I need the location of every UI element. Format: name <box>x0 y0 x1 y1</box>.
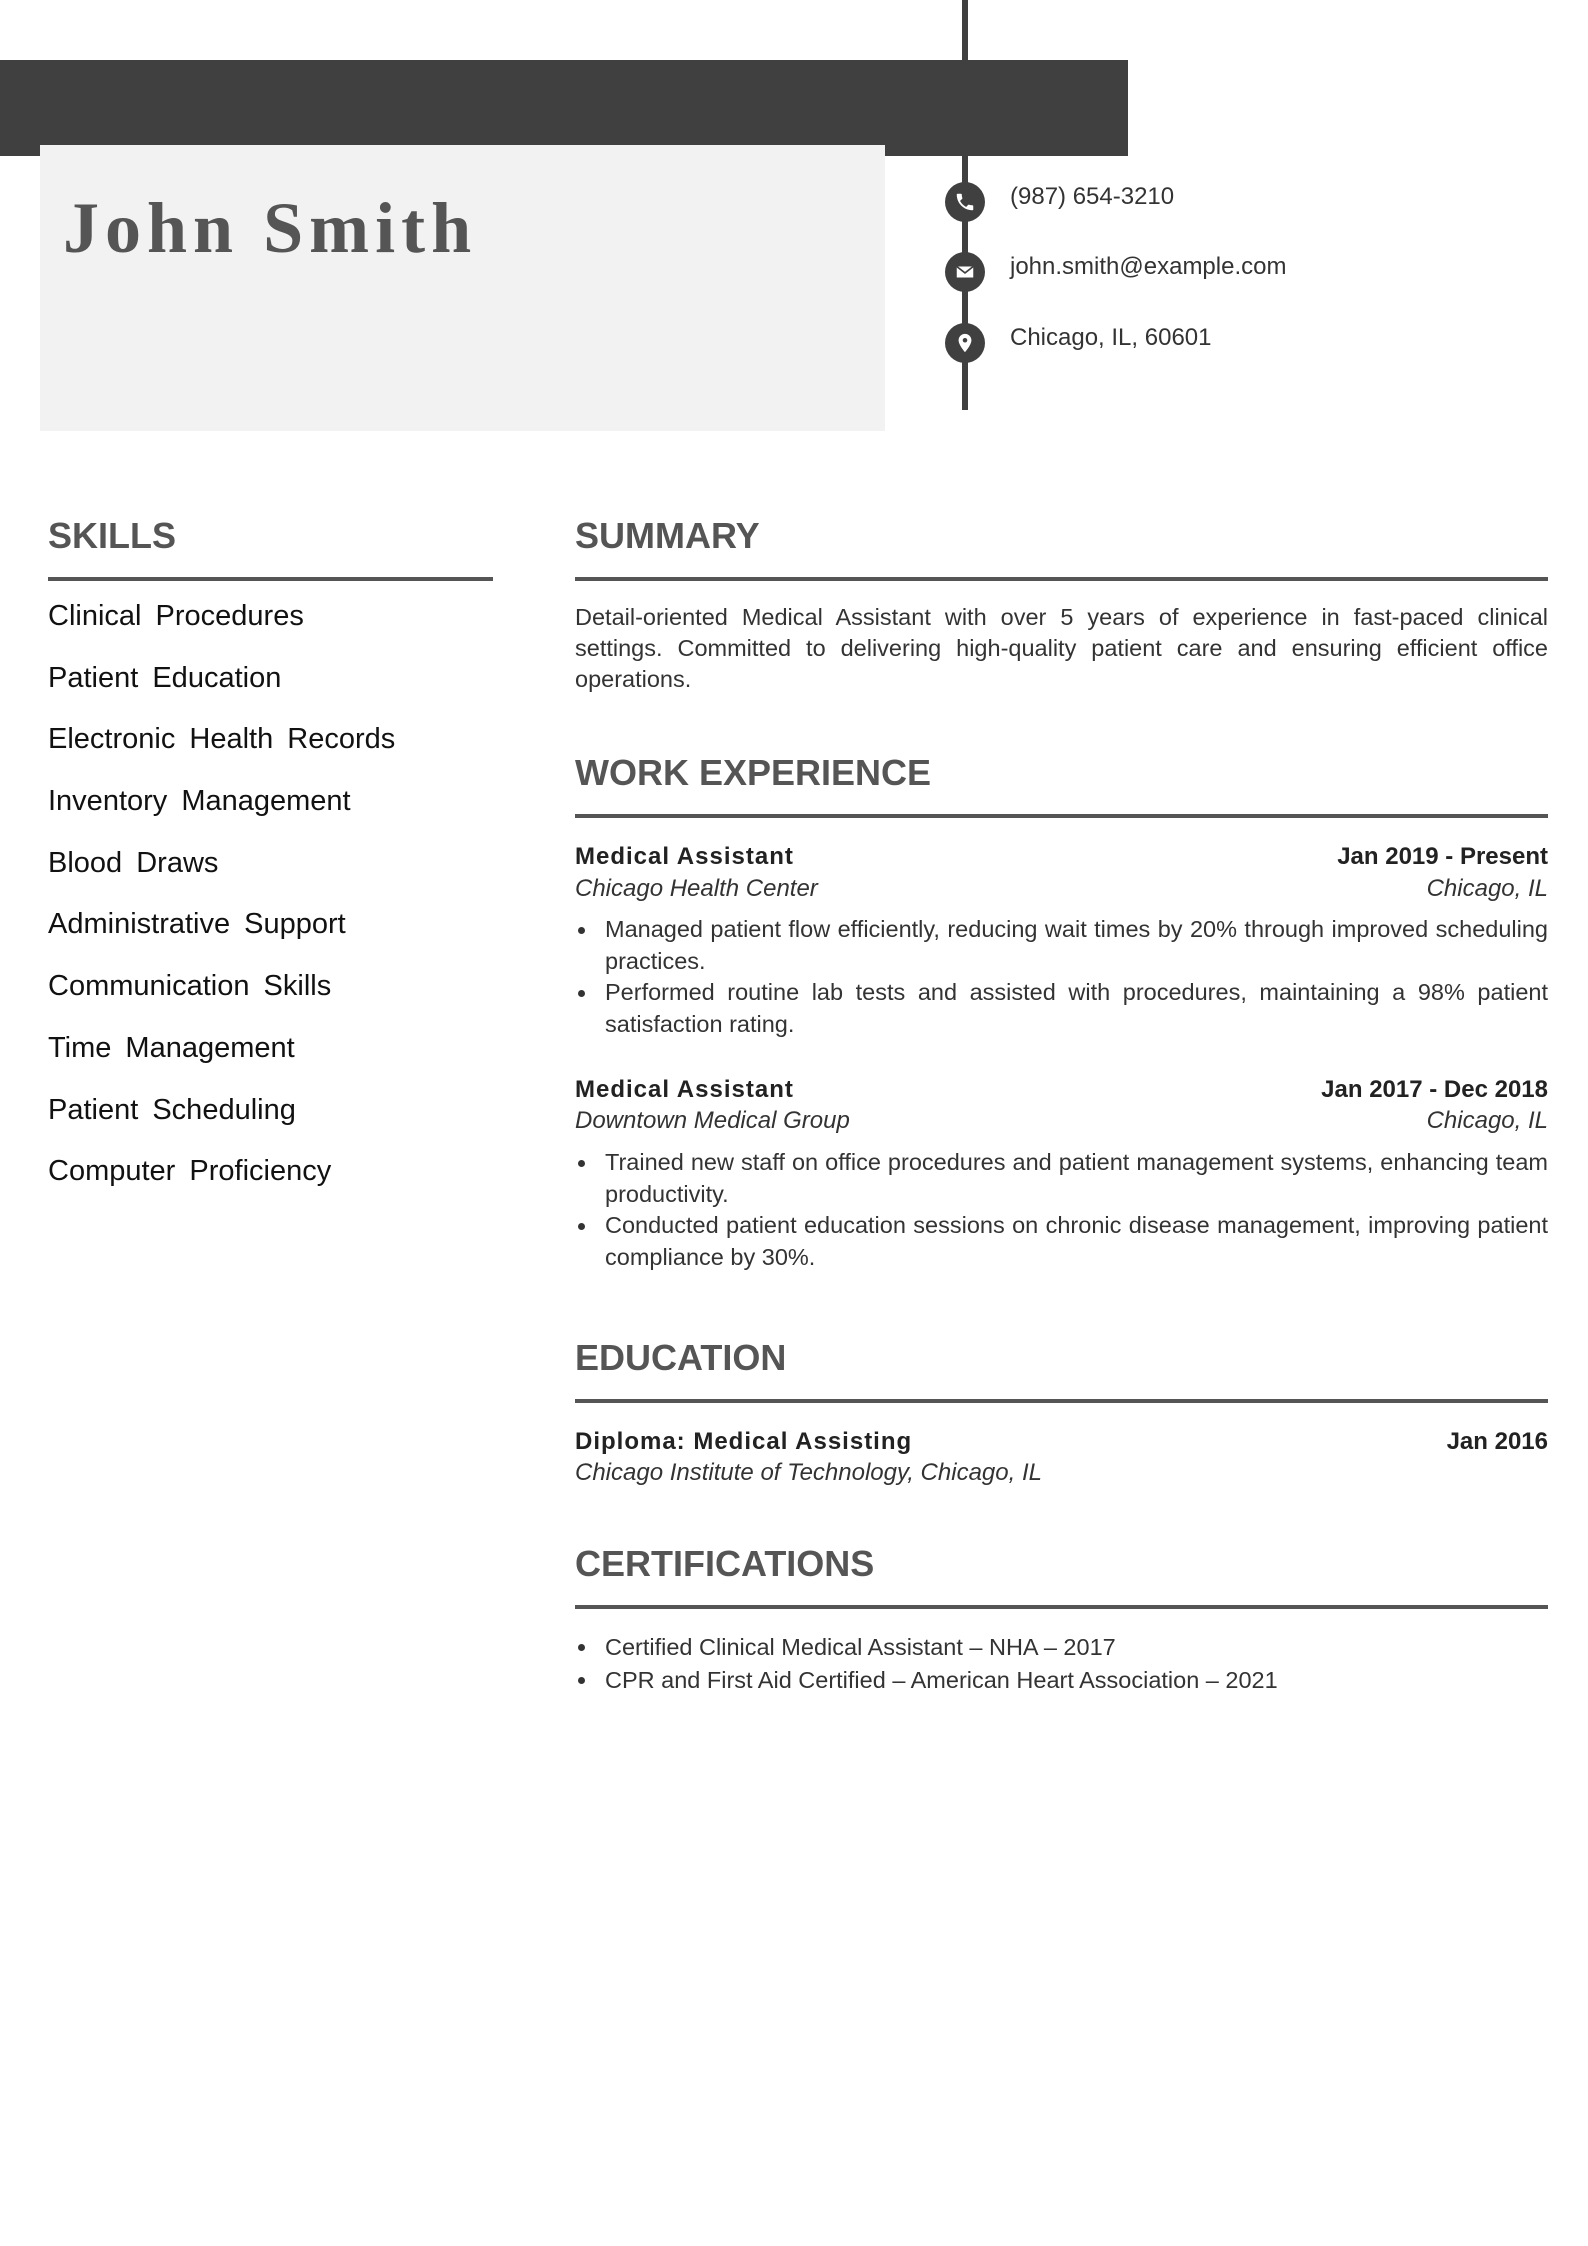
education-heading: EDUCATION <box>575 1337 787 1378</box>
job-dates: Jan 2019 - Present <box>1337 843 1548 870</box>
skill-item: Patient Scheduling <box>48 1093 296 1126</box>
education-divider <box>575 1399 1548 1403</box>
summary-heading: SUMMARY <box>575 515 760 556</box>
certifications-list <box>575 1631 1548 1697</box>
skill-item: Clinical Procedures <box>48 600 304 632</box>
skills-heading: SKILLS <box>48 515 177 556</box>
certification-item: Certified Clinical Medical Assistant – NHA – 2017 <box>575 1631 1548 1664</box>
summary-text: Detail-oriented Medical Assistant with over 5 years of experience in fast-paced clinical settings. Committed to delivering high-quality patient care and ensuring efficient office operations. <box>575 604 1548 692</box>
skill-item: Time Management <box>48 1031 295 1064</box>
job-bullets <box>575 1147 1548 1273</box>
certifications-divider <box>575 1605 1548 1609</box>
summary-divider <box>575 577 1548 581</box>
experience-heading: WORK EXPERIENCE <box>575 752 932 793</box>
location: Chicago, IL, 60601 <box>1010 324 1212 351</box>
graduation-date: Jan 2016 <box>1446 1428 1548 1455</box>
skills-list <box>48 600 488 1217</box>
job-title: Medical Assistant <box>575 843 794 870</box>
skill-item: Electronic Health Records <box>48 723 396 756</box>
job-bullet: Performed routine lab tests and assisted with procedures, maintaining a 98% patient satisfaction rating. <box>575 977 1548 1040</box>
skill-item: Blood Draws <box>48 846 219 879</box>
skill-item: Communication Skills <box>48 970 332 1003</box>
job-bullet: Managed patient flow efficiently, reducing wait times by 20% through improved scheduling practices. <box>575 914 1548 977</box>
envelope-icon <box>945 252 985 292</box>
job-bullets <box>575 914 1548 1040</box>
skill-item: Inventory Management <box>48 785 351 818</box>
phone-icon <box>945 182 985 222</box>
job-location: Chicago, IL <box>1426 875 1548 902</box>
header-band <box>0 60 1128 156</box>
email-address: john.smith@example.com <box>1010 253 1287 280</box>
candidate-name: John Smith <box>63 188 478 268</box>
job-employer: Downtown Medical Group <box>575 1107 850 1134</box>
skills-divider <box>48 577 493 581</box>
degree: Diploma: Medical Assisting <box>575 1428 913 1455</box>
skill-item: Administrative Support <box>48 908 346 941</box>
job-bullet: Trained new staff on office procedures and patient management systems, enhancing team productivity. <box>575 1147 1548 1210</box>
job-location: Chicago, IL <box>1426 1107 1548 1134</box>
experience-divider <box>575 814 1548 818</box>
school: Chicago Institute of Technology, Chicago, IL <box>575 1459 1042 1486</box>
certification-item: CPR and First Aid Certified – American Heart Association – 2021 <box>575 1664 1548 1697</box>
certifications-heading: CERTIFICATIONS <box>575 1543 875 1584</box>
skill-item: Computer Proficiency <box>48 1155 332 1188</box>
skill-item: Patient Education <box>48 661 282 694</box>
map-pin-icon <box>945 323 985 363</box>
job-dates: Jan 2017 - Dec 2018 <box>1321 1076 1548 1103</box>
phone-number: (987) 654-3210 <box>1010 183 1175 210</box>
job-bullet: Conducted patient education sessions on chronic disease management, improving patient compliance by 30%. <box>575 1210 1548 1273</box>
job-title: Medical Assistant <box>575 1076 794 1103</box>
job-employer: Chicago Health Center <box>575 875 818 902</box>
